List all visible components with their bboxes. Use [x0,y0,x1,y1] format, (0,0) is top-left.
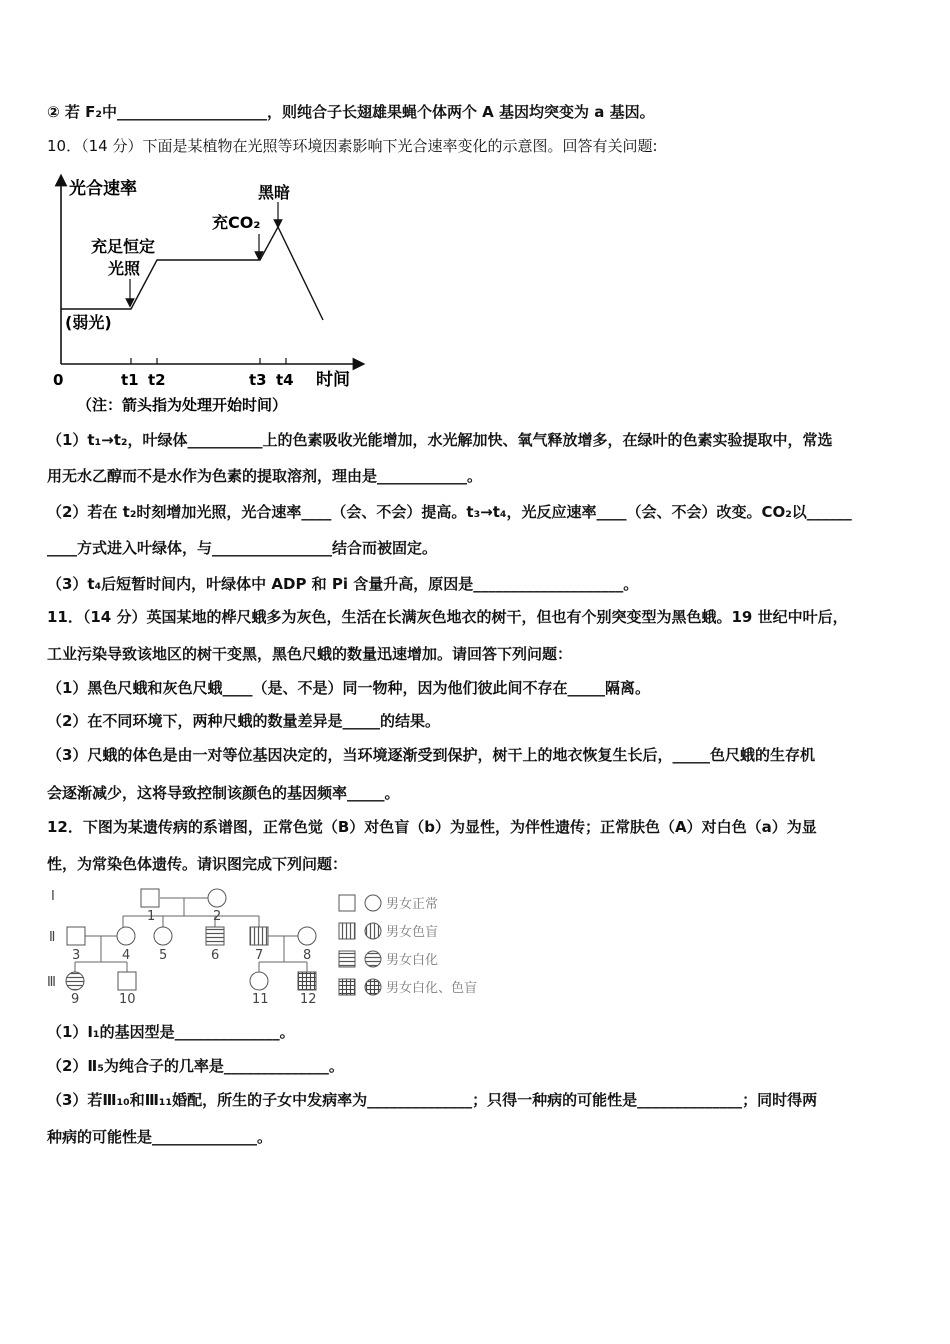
num-9: 9 [71,992,80,1007]
num-10: 10 [119,992,136,1007]
gen-III-label: Ⅲ [47,975,56,990]
num-6: 6 [211,948,220,963]
num-11: 11 [252,992,269,1007]
I-2-female-normal [208,889,226,907]
q12-1: （1）Ⅰ₁的基因型是______________。 [47,1023,295,1041]
gen-I-label: Ⅰ [51,889,55,904]
annotation-light-2: 光照 [108,259,141,278]
tick-t3: t3 [249,371,267,389]
q12-stem-1: 12．下图为某遗传病的系谱图，正常色觉（B）对色盲（b）为显性，为伴性遗传；正常肤色（A）对白色（a）为显 [47,818,817,836]
q9-sub2: ② 若 F₂中____________________，则纯合子长翅雄果蝇个体两个 A 基因均突变为 a 基因。 [47,103,655,121]
legend-female-both [365,979,381,995]
origin-label: 0 [53,371,64,389]
legend-normal-label: 男女正常 [386,897,439,912]
legend-albino-label: 男女白化 [386,953,439,968]
q10-1-line1: （1）t₁→t₂，叶绿体__________上的色素吸收光能增加，水光解加快、氧气释放增多，在绿叶的色素实验提取中，常选 [47,431,833,449]
II-7-male-colorblind [250,927,268,945]
q10-1-line2: 用无水乙醇而不是水作为色素的提取溶剂，理由是____________。 [47,467,483,485]
q11-stem-2: 工业污染导致该地区的树干变黑，黑色尺蛾的数量迅速增加。请回答下列问题： [47,645,573,663]
legend-female-normal [365,895,381,911]
q10-2-line1: （2）若在 t₂时刻增加光照，光合速率____（会、不会）提高。t₃→t₄，光反应速率____（会、不会）改变。CO₂以______ [47,503,852,521]
II-4-female-normal [117,927,135,945]
legend-male-albino [339,951,355,967]
III-10-male-normal [118,972,136,990]
num-7: 7 [255,948,264,963]
gen-II-label: Ⅱ [49,930,56,945]
annotation-dark: 黑暗 [258,183,291,202]
num-2: 2 [213,909,222,924]
q12-stem-2: 性，为常染色体遗传。请识图完成下列问题： [47,855,348,873]
II-6-male-albino [206,927,224,945]
III-11-female-normal [250,972,268,990]
q10-3: （3）t₄后短暂时间内，叶绿体中 ADP 和 Pi 含量升高，原因是____________________。 [47,575,639,593]
II-3-male-normal [67,927,85,945]
legend-male-normal [339,895,355,911]
tick-t1: t1 [121,371,139,389]
q11-3-line1: （3）尺蛾的体色是由一对等位基因决定的，当环境逐渐受到保护，树干上的地衣恢复生长后，_____色尺蛾的生存机 [47,746,815,764]
num-4: 4 [122,948,131,963]
III-12-male-albino-colorblind [298,972,316,990]
q11-3-line2: 会逐渐减少，这将导致控制该颜色的基因频率_____。 [47,784,400,802]
graph-note: （注：箭头指为处理开始时间） [77,396,288,414]
num-5: 5 [159,948,168,963]
q10-stem: 10．（14 分）下面是某植物在光照等环境因素影响下光合速率变化的示意图。回答有关问题: [47,137,658,155]
legend-both-label: 男女白化、色盲 [386,981,478,996]
q11-2: （2）在不同环境下，两种尺蛾的数量差异是_____的结果。 [47,712,440,730]
I-1-male-normal [141,889,159,907]
x-axis-label: 时间 [316,370,350,390]
legend-colorblind-label: 男女色盲 [386,925,439,940]
II-5-female-normal [154,927,172,945]
annotation-light-1: 充足恒定 [91,237,156,256]
q10-2-line2: ____方式进入叶绿体，与________________结合而被固定。 [47,539,438,557]
tick-t2: t2 [148,371,166,389]
q11-stem-1: 11．（14 分）英国某地的桦尺蛾多为灰色，生活在长满灰色地衣的树干，但也有个别突变型为黑色蛾。19 世纪中叶后， [47,608,848,626]
pedigree-chart [45,880,505,1010]
III-9-female-albino [66,972,84,990]
legend-male-colorblind [339,923,355,939]
num-1: 1 [147,909,156,924]
y-axis-label: 光合速率 [69,179,137,199]
II-8-female-normal [298,927,316,945]
num-3: 3 [72,948,81,963]
q12-3-line1: （3）若Ⅲ₁₀和Ⅲ₁₁婚配，所生的子女中发病率为______________；只得一种病的可能性是______________；同时得两 [47,1091,818,1109]
annotation-co2: 充CO₂ [212,213,261,232]
num-12: 12 [300,992,317,1007]
legend-female-colorblind [365,923,381,939]
photosynthesis-graph [45,172,375,424]
num-8: 8 [303,948,312,963]
legend-female-albino [365,951,381,967]
legend-male-both [339,979,355,995]
q12-2: （2）Ⅱ₅为纯合子的几率是______________。 [47,1057,344,1075]
annotation-weak-light: (弱光) [65,313,112,332]
q12-3-line2: 种病的可能性是______________。 [47,1128,273,1146]
q11-1: （1）黑色尺蛾和灰色尺蛾____（是、不是）同一物种，因为他们彼此间不存在_____隔离。 [47,679,650,697]
tick-t4: t4 [276,371,294,389]
